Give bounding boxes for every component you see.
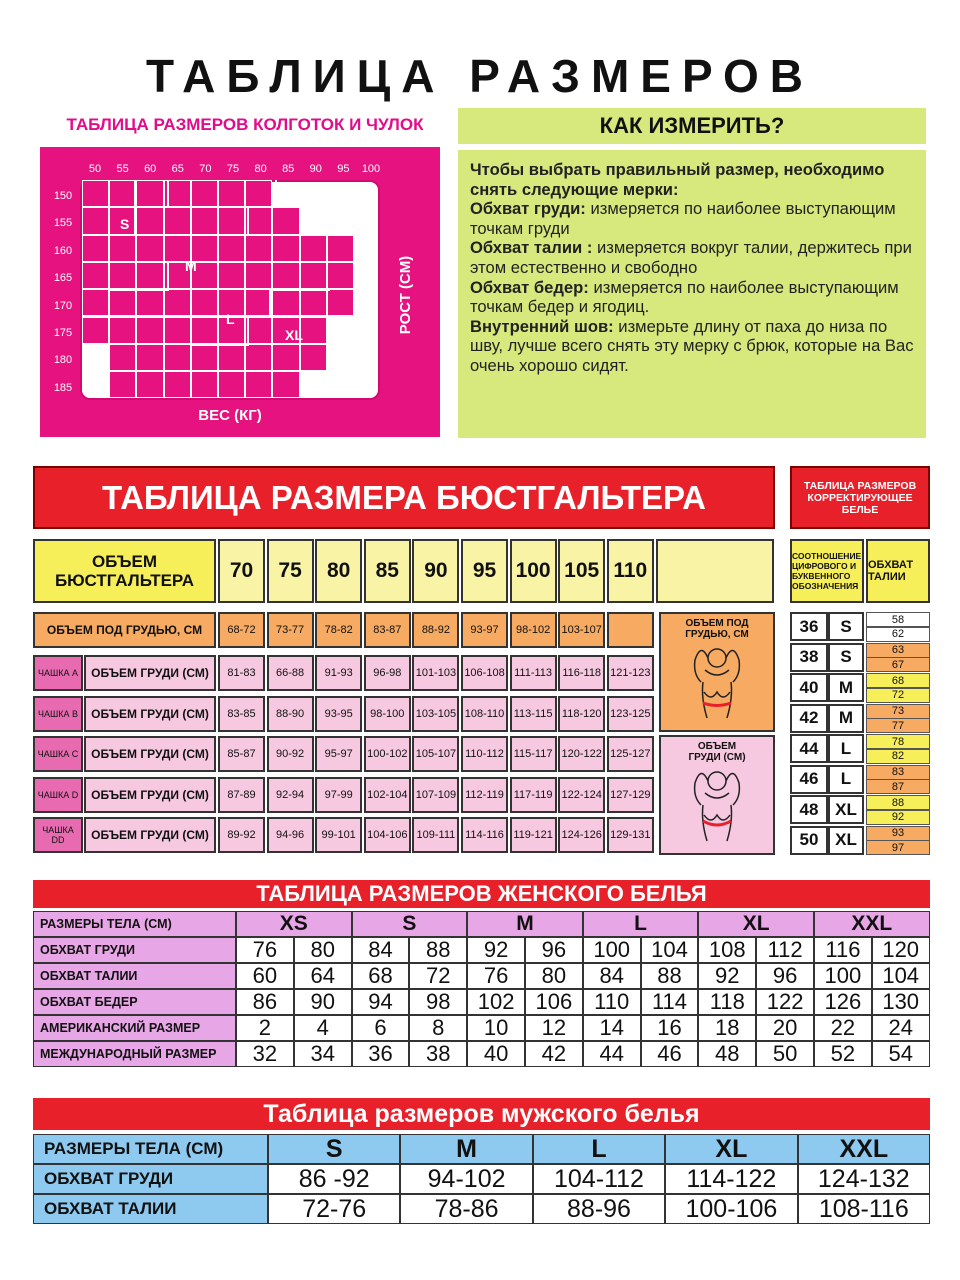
cup-label: ЧАШКА В (33, 696, 83, 732)
bust-value: 100-102 (364, 736, 411, 772)
men-value: 72-76 (268, 1194, 400, 1224)
bust-label: ОБЪЕМ ГРУДИ (СМ) (84, 817, 216, 853)
women-value: 46 (641, 1041, 699, 1067)
height-tick: 155 (53, 217, 73, 230)
men-value: 108-116 (798, 1194, 930, 1224)
shapewear-waist-min: 68 (866, 673, 930, 688)
bust-value: 127-129 (607, 777, 654, 813)
measure-term: Обхват талии : (470, 238, 593, 258)
shapewear-waist-min: 78 (866, 734, 930, 749)
bust-value: 121-123 (607, 655, 654, 691)
women-size: M (467, 911, 583, 937)
women-value: 104 (872, 963, 930, 989)
figure-underbust-label: ОБЪЕМ ПОД ГРУДЬЮ, СМ (685, 618, 749, 640)
shapewear-num: 40 (790, 673, 828, 702)
women-value: 130 (872, 989, 930, 1015)
bust-value: 124-126 (558, 817, 605, 853)
shapewear-letter: M (828, 704, 864, 733)
women-value: 96 (525, 937, 583, 963)
women-value: 38 (409, 1041, 467, 1067)
men-value: 78-86 (400, 1194, 532, 1224)
weight-tick: 60 (144, 163, 157, 175)
figure-bust (659, 735, 775, 855)
women-value: 84 (352, 937, 410, 963)
women-value: 50 (756, 1041, 814, 1067)
shapewear-waist-max: 97 (866, 840, 930, 855)
cup-label: ЧАШКА DD (33, 817, 83, 853)
underbust-value: 88-92 (412, 612, 459, 648)
women-value: 100 (814, 963, 872, 989)
women-value: 16 (641, 1015, 699, 1041)
men-value: 100-106 (665, 1194, 797, 1224)
women-size: L (583, 911, 699, 937)
shapewear-waist-max: 87 (866, 779, 930, 794)
bra-size: 105 (558, 539, 605, 603)
men-table-title: Таблица размеров мужского белья (33, 1098, 930, 1130)
page-title: ТАБЛИЦА РАЗМЕРОВ (145, 50, 815, 102)
women-value: 52 (814, 1041, 872, 1067)
shapewear-letter: XL (828, 826, 864, 855)
women-value: 104 (641, 937, 699, 963)
shapewear-col1-header: СООТНОШЕНИЕ ЦИФРОВОГО И БУКВЕННОГО ОБОЗНАЧЕНИЯ (790, 539, 864, 603)
men-value: 124-132 (798, 1164, 930, 1194)
bust-label: ОБЪЕМ ГРУДИ (СМ) (84, 736, 216, 772)
women-value: 10 (467, 1015, 525, 1041)
measure-text: измеряется вокруг талии, держитесь при этом естественно и свободно (470, 238, 912, 277)
women-value: 122 (756, 989, 814, 1015)
zone-xl: XL (285, 327, 303, 343)
bust-value: 88-90 (267, 696, 314, 732)
woman-figure-icon (661, 640, 773, 720)
women-value: 68 (352, 963, 410, 989)
men-value: 86 -92 (268, 1164, 400, 1194)
women-size: S (352, 911, 468, 937)
shapewear-num: 46 (790, 765, 828, 794)
bra-size: 90 (412, 539, 459, 603)
bust-value: 117-119 (510, 777, 557, 813)
bust-value: 98-100 (364, 696, 411, 732)
women-value: 86 (236, 989, 294, 1015)
shapewear-num: 50 (790, 826, 828, 855)
tights-y-axis-label: РОСТ (СМ) (397, 255, 414, 335)
men-row-label: ОБХВАТ ТАЛИИ (33, 1194, 268, 1224)
weight-tick: 90 (309, 163, 322, 175)
height-tick: 175 (53, 327, 73, 339)
bust-value: 91-93 (315, 655, 362, 691)
women-value: 80 (525, 963, 583, 989)
women-value: 88 (641, 963, 699, 989)
women-value: 102 (467, 989, 525, 1015)
bust-value: 93-95 (315, 696, 362, 732)
women-row-label: ОБХВАТ ГРУДИ (33, 937, 236, 963)
bra-size: 75 (267, 539, 314, 603)
women-row-label: МЕЖДУНАРОДНЫЙ РАЗМЕР (33, 1041, 236, 1067)
women-value: 114 (641, 989, 699, 1015)
bra-size: 100 (510, 539, 557, 603)
bust-value: 102-104 (364, 777, 411, 813)
bust-value: 94-96 (267, 817, 314, 853)
tights-title: ТАБЛИЦА РАЗМЕРОВ КОЛГОТОК И ЧУЛОК (66, 115, 424, 134)
men-value: 104-112 (533, 1164, 665, 1194)
bust-value: 90-92 (267, 736, 314, 772)
zone-s: S (120, 216, 130, 232)
men-size: M (400, 1134, 532, 1164)
underbust-value: 83-87 (364, 612, 411, 648)
women-value: 34 (294, 1041, 352, 1067)
shapewear-waist-max: 92 (866, 810, 930, 825)
measure-item (470, 238, 914, 277)
women-value: 4 (294, 1015, 352, 1041)
women-value: 60 (236, 963, 294, 989)
measure-text: измерьте длину от паха до низа по шву, лучше всего снять эту мерку с брюк, которые на Вас очень хорошо сидят. (470, 316, 914, 375)
bust-value: 97-99 (315, 777, 362, 813)
women-size: XS (236, 911, 352, 937)
men-size: XXL (798, 1134, 930, 1164)
underbust-value (607, 612, 654, 648)
shapewear-num: 38 (790, 643, 828, 672)
shapewear-waist-min: 83 (866, 765, 930, 780)
bra-size: 70 (218, 539, 265, 603)
bust-value: 96-98 (364, 655, 411, 691)
women-row-label: ОБХВАТ ТАЛИИ (33, 963, 236, 989)
women-value: 84 (583, 963, 641, 989)
underbust-value: 98-102 (510, 612, 557, 648)
height-tick: 160 (53, 244, 73, 257)
bust-value: 87-89 (218, 777, 265, 813)
height-tick: 170 (53, 299, 73, 312)
shapewear-num: 36 (790, 612, 828, 641)
women-value: 72 (409, 963, 467, 989)
bust-value: 85-87 (218, 736, 265, 772)
underbust-value: 73-77 (267, 612, 314, 648)
shapewear-col2-header: ОБХВАТ ТАЛИИ (866, 539, 930, 603)
women-value: 76 (236, 937, 294, 963)
women-value: 98 (409, 989, 467, 1015)
bust-value: 113-115 (510, 696, 557, 732)
women-value: 12 (525, 1015, 583, 1041)
bust-value: 109-111 (412, 817, 459, 853)
women-value: 18 (698, 1015, 756, 1041)
women-value: 14 (583, 1015, 641, 1041)
measure-instructions (458, 150, 926, 438)
men-size: XL (665, 1134, 797, 1164)
bra-size: 110 (607, 539, 654, 603)
bra-blank-cell (656, 539, 774, 603)
shapewear-waist-min: 93 (866, 826, 930, 841)
women-value: 92 (467, 937, 525, 963)
figure-underbust (659, 612, 775, 732)
height-tick: 185 (53, 381, 73, 394)
weight-tick: 95 (337, 163, 350, 175)
bra-size: 85 (364, 539, 411, 603)
women-value: 40 (467, 1041, 525, 1067)
men-size: S (268, 1134, 400, 1164)
shapewear-waist-max: 82 (866, 749, 930, 764)
measure-term: Обхват бедер: (470, 277, 589, 297)
measure-term: Обхват груди: (470, 199, 586, 219)
women-value: 112 (756, 937, 814, 963)
weight-tick: 65 (171, 163, 184, 175)
bust-value: 107-109 (412, 777, 459, 813)
height-tick: 150 (53, 190, 73, 202)
women-value: 44 (583, 1041, 641, 1067)
women-value: 106 (525, 989, 583, 1015)
shapewear-table-title: ТАБЛИЦА РАЗМЕРОВ КОРРЕКТИРУЮЩЕЕ БЕЛЬЕ (790, 466, 930, 529)
shapewear-letter: L (828, 734, 864, 763)
shapewear-letter: XL (828, 795, 864, 824)
shapewear-waist-max: 72 (866, 688, 930, 703)
tights-x-axis-label: ВЕС (КГ) (198, 407, 262, 424)
bust-label: ОБЪЕМ ГРУДИ (СМ) (84, 777, 216, 813)
women-value: 116 (814, 937, 872, 963)
women-value: 48 (698, 1041, 756, 1067)
shapewear-letter: S (828, 612, 864, 641)
height-tick: 180 (53, 354, 73, 367)
bust-value: 99-101 (315, 817, 362, 853)
underbust-value: 78-82 (315, 612, 362, 648)
shapewear-waist-min: 73 (866, 704, 930, 719)
women-value: 110 (583, 989, 641, 1015)
men-value: 114-122 (665, 1164, 797, 1194)
bust-value: 114-116 (461, 817, 508, 853)
women-value: 24 (872, 1015, 930, 1041)
bra-table-title: ТАБЛИЦА РАЗМЕРА БЮСТГАЛЬТЕРА (33, 466, 775, 529)
shapewear-num: 44 (790, 734, 828, 763)
men-value: 88-96 (533, 1194, 665, 1224)
weight-tick: 75 (226, 163, 240, 175)
bust-value: 122-124 (558, 777, 605, 813)
bust-value: 120-122 (558, 736, 605, 772)
women-value: 6 (352, 1015, 410, 1041)
women-value: 90 (294, 989, 352, 1015)
bust-value: 118-120 (558, 696, 605, 732)
women-value: 80 (294, 937, 352, 963)
shapewear-waist-min: 88 (866, 795, 930, 810)
bust-value: 108-110 (461, 696, 508, 732)
measure-text: измеряется по наиболее выступающим точкам груди (470, 199, 896, 238)
bust-value: 119-121 (510, 817, 557, 853)
bra-volume-label: ОБЪЕМ БЮСТГАЛЬТЕРА (33, 539, 216, 603)
women-value: 64 (294, 963, 352, 989)
measure-item (470, 278, 914, 317)
women-value: 126 (814, 989, 872, 1015)
bust-value: 125-127 (607, 736, 654, 772)
men-value: 94-102 (400, 1164, 532, 1194)
shapewear-letter: S (828, 643, 864, 672)
underbust-value: 68-72 (218, 612, 265, 648)
zone-m: M (185, 258, 197, 274)
weight-tick: 50 (88, 163, 102, 175)
underbust-value: 93-97 (461, 612, 508, 648)
women-value: 92 (698, 963, 756, 989)
women-size: XXL (814, 911, 930, 937)
measure-text: измеряется по наиболее выступающим точкам бедер и ягодиц. (470, 277, 899, 317)
weight-tick: 55 (116, 163, 129, 175)
underbust-value: 103-107 (558, 612, 605, 648)
bust-value: 89-92 (218, 817, 265, 853)
women-value: 96 (756, 963, 814, 989)
shapewear-num: 48 (790, 795, 828, 824)
underbust-label: ОБЪЕМ ПОД ГРУДЬЮ, СМ (33, 612, 216, 648)
women-size: XL (698, 911, 814, 937)
shapewear-waist-max: 67 (866, 657, 930, 672)
figure-bust-label: ОБЪЕМ ГРУДИ (СМ) (688, 741, 746, 763)
men-size: L (533, 1134, 665, 1164)
bust-value: 66-88 (267, 655, 314, 691)
bust-label: ОБЪЕМ ГРУДИ (СМ) (84, 655, 216, 691)
women-table-title: ТАБЛИЦА РАЗМЕРОВ ЖЕНСКОГО БЕЛЬЯ (33, 880, 930, 908)
women-value: 94 (352, 989, 410, 1015)
bust-value: 123-125 (607, 696, 654, 732)
bust-label: ОБЪЕМ ГРУДИ (СМ) (84, 696, 216, 732)
cup-label: ЧАШКА С (33, 736, 83, 772)
women-value: 76 (467, 963, 525, 989)
shapewear-waist-max: 77 (866, 718, 930, 733)
women-value: 20 (756, 1015, 814, 1041)
weight-tick: 100 (361, 163, 381, 175)
women-header-label: РАЗМЕРЫ ТЕЛА (СМ) (33, 911, 236, 937)
measure-heading: КАК ИЗМЕРИТЬ? (458, 108, 926, 144)
women-row-label: АМЕРИКАНСКИЙ РАЗМЕР (33, 1015, 236, 1041)
bust-value: 105-107 (412, 736, 459, 772)
shapewear-letter: L (828, 765, 864, 794)
shapewear-num: 42 (790, 704, 828, 733)
bust-value: 95-97 (315, 736, 362, 772)
women-value: 32 (236, 1041, 294, 1067)
women-value: 100 (583, 937, 641, 963)
women-value: 22 (814, 1015, 872, 1041)
weight-tick: 80 (254, 163, 267, 175)
bust-value: 83-85 (218, 696, 265, 732)
cup-label: ЧАШКА А (33, 655, 83, 691)
bust-value: 129-131 (607, 817, 654, 853)
shapewear-letter: M (828, 673, 864, 702)
women-value: 2 (236, 1015, 294, 1041)
bust-value: 106-108 (461, 655, 508, 691)
women-value: 36 (352, 1041, 410, 1067)
women-value: 8 (409, 1015, 467, 1041)
women-value: 88 (409, 937, 467, 963)
measure-term: Внутренний шов: (470, 316, 614, 336)
bust-value: 110-112 (461, 736, 508, 772)
shapewear-waist-min: 63 (866, 643, 930, 658)
women-value: 54 (872, 1041, 930, 1067)
bra-size: 95 (461, 539, 508, 603)
bra-size: 80 (315, 539, 362, 603)
shapewear-waist-max: 62 (866, 627, 930, 642)
bust-value: 116-118 (558, 655, 605, 691)
bust-value: 81-83 (218, 655, 265, 691)
measure-item (470, 317, 914, 376)
women-row-label: ОБХВАТ БЕДЕР (33, 989, 236, 1015)
height-tick: 165 (53, 272, 73, 285)
women-value: 108 (698, 937, 756, 963)
bust-value: 103-105 (412, 696, 459, 732)
women-value: 118 (698, 989, 756, 1015)
bust-value: 101-103 (412, 655, 459, 691)
bust-value: 104-106 (364, 817, 411, 853)
weight-tick: 85 (282, 163, 295, 175)
women-value: 120 (872, 937, 930, 963)
shapewear-waist-min: 58 (866, 612, 930, 627)
bust-value: 111-113 (510, 655, 557, 691)
women-value: 42 (525, 1041, 583, 1067)
weight-tick: 70 (199, 163, 212, 175)
measure-intro: Чтобы выбрать правильный размер, необходимо снять следующие мерки: (470, 160, 885, 199)
cup-label: ЧАШКА D (33, 777, 83, 813)
bust-value: 92-94 (267, 777, 314, 813)
men-row-label: ОБХВАТ ГРУДИ (33, 1164, 268, 1194)
woman-figure-icon (661, 763, 773, 843)
men-header-label: РАЗМЕРЫ ТЕЛА (СМ) (33, 1134, 268, 1164)
bust-value: 115-117 (510, 736, 557, 772)
zone-l: L (226, 311, 235, 327)
bust-value: 112-119 (461, 777, 508, 813)
measure-item (470, 199, 914, 238)
